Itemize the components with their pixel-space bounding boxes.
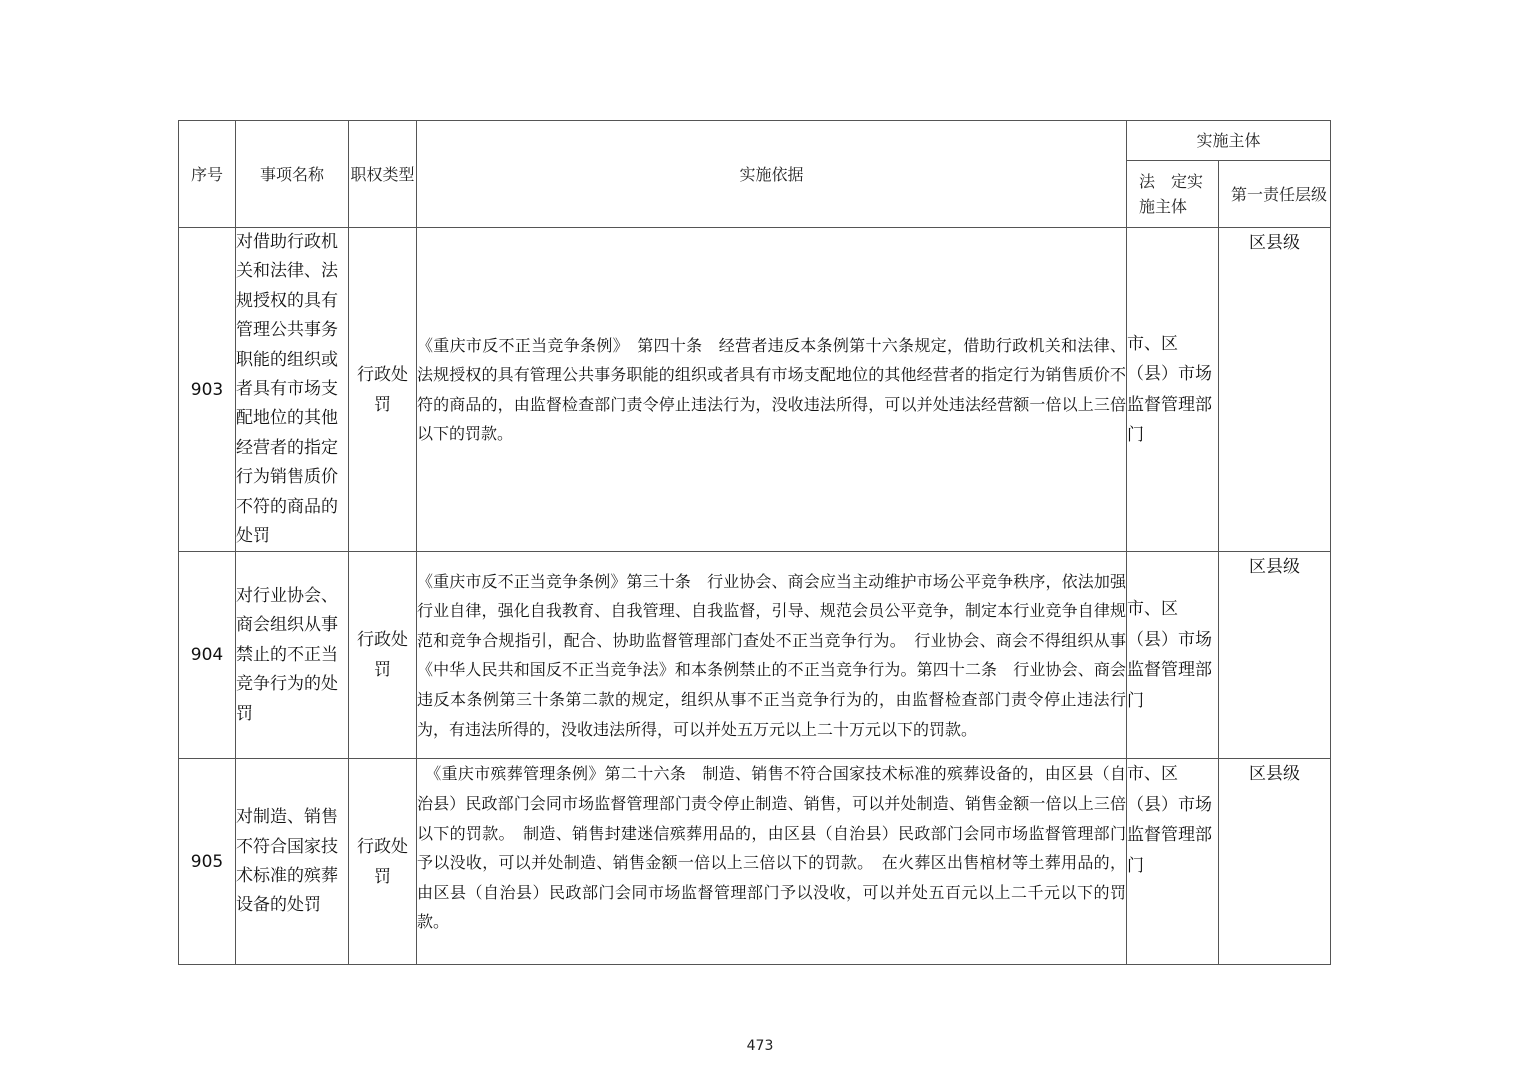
- row-authority-type: 行政处罚: [349, 552, 417, 759]
- header-basis: 实施依据: [417, 121, 1127, 228]
- table-row: [179, 228, 1331, 552]
- row-authority-type: 行政处罚: [349, 228, 417, 552]
- row-legal-subject: 市、区（县）市场监督管理部门: [1127, 552, 1219, 759]
- row-item-name: 对借助行政机关和法律、法规授权的具有管理公共事务职能的组织或者具有市场支配地位的其他经营者的指定行为销售质价不符的商品的处罚: [236, 228, 349, 552]
- header-seq: 序号: [179, 121, 236, 228]
- header-authority-type: 职权类型: [349, 121, 417, 228]
- row-basis: 《重庆市殡葬管理条例》第二十六条 制造、销售不符合国家技术标准的殡葬设备的，由区县（自治县）民政部门会同市场监督管理部门责令停止制造、销售，可以并处制造、销售金额一倍以上三倍以下的罚款。 制造、销售封建迷信殡葬用品的，由区县（自治县）民政部门会同市场监督管理部门予以没收，可以并处制造、销售金额一倍以上三倍以下的罚款。 在火葬区出售棺材等土葬用品的，由区县（自治县）民政部门会同市场监督管理部门予以没收，可以并处五百元以上二千元以下的罚款。: [417, 759, 1127, 965]
- row-item-name: 对行业协会、商会组织从事禁止的不正当竞争行为的处罚: [236, 552, 349, 759]
- row-seq: 905: [179, 759, 236, 965]
- table-row: [179, 759, 1331, 965]
- header-row-top: [179, 121, 1331, 161]
- table-row: [179, 552, 1331, 759]
- row-seq: 904: [179, 552, 236, 759]
- header-subject-group: 实施主体: [1127, 121, 1331, 161]
- row-legal-subject: 市、区（县）市场监督管理部门: [1127, 228, 1219, 552]
- row-basis: 《重庆市反不正当竞争条例》 第四十条 经营者违反本条例第十六条规定，借助行政机关和法律、法规授权的具有管理公共事务职能的组织或者具有市场支配地位的其他经营者的指定行为销售质价不符的商品的，由监督检查部门责令停止违法行为，没收违法所得，可以并处违法经营额一倍以上三倍以下的罚款。: [417, 228, 1127, 552]
- row-seq: 903: [179, 228, 236, 552]
- row-legal-subject: 市、区（县）市场监督管理部门: [1127, 759, 1219, 965]
- row-level: 区县级: [1219, 552, 1331, 759]
- header-item-name: 事项名称: [236, 121, 349, 228]
- row-item-name: 对制造、销售不符合国家技术标准的殡葬设备的处罚: [236, 759, 349, 965]
- header-legal-subject: 法 定实施主体: [1127, 161, 1219, 228]
- row-basis: 《重庆市反不正当竞争条例》第三十条 行业协会、商会应当主动维护市场公平竞争秩序，依法加强行业自律，强化自我教育、自我管理、自我监督，引导、规范会员公平竞争，制定本行业竞争自律规范和竞争合规指引，配合、协助监督管理部门查处不正当竞争行为。 行业协会、商会不得组织从事《中华人民共和国反不正当竞争法》和本条例禁止的不正当竞争行为。第四十二条 行业协会、商会违反本条例第三十条第二款的规定，组织从事不正当竞争行为的，由监督检查部门责令停止违法行为，有违法所得的，没收违法所得，可以并处五万元以上二十万元以下的罚款。: [417, 552, 1127, 759]
- enforcement-items-table: [178, 120, 1331, 965]
- header-first-level: 第一责任层级: [1219, 161, 1331, 228]
- row-authority-type: 行政处罚: [349, 759, 417, 965]
- page-number: 473: [746, 1038, 774, 1054]
- row-level: 区县级: [1219, 228, 1331, 552]
- row-level: 区县级: [1219, 759, 1331, 965]
